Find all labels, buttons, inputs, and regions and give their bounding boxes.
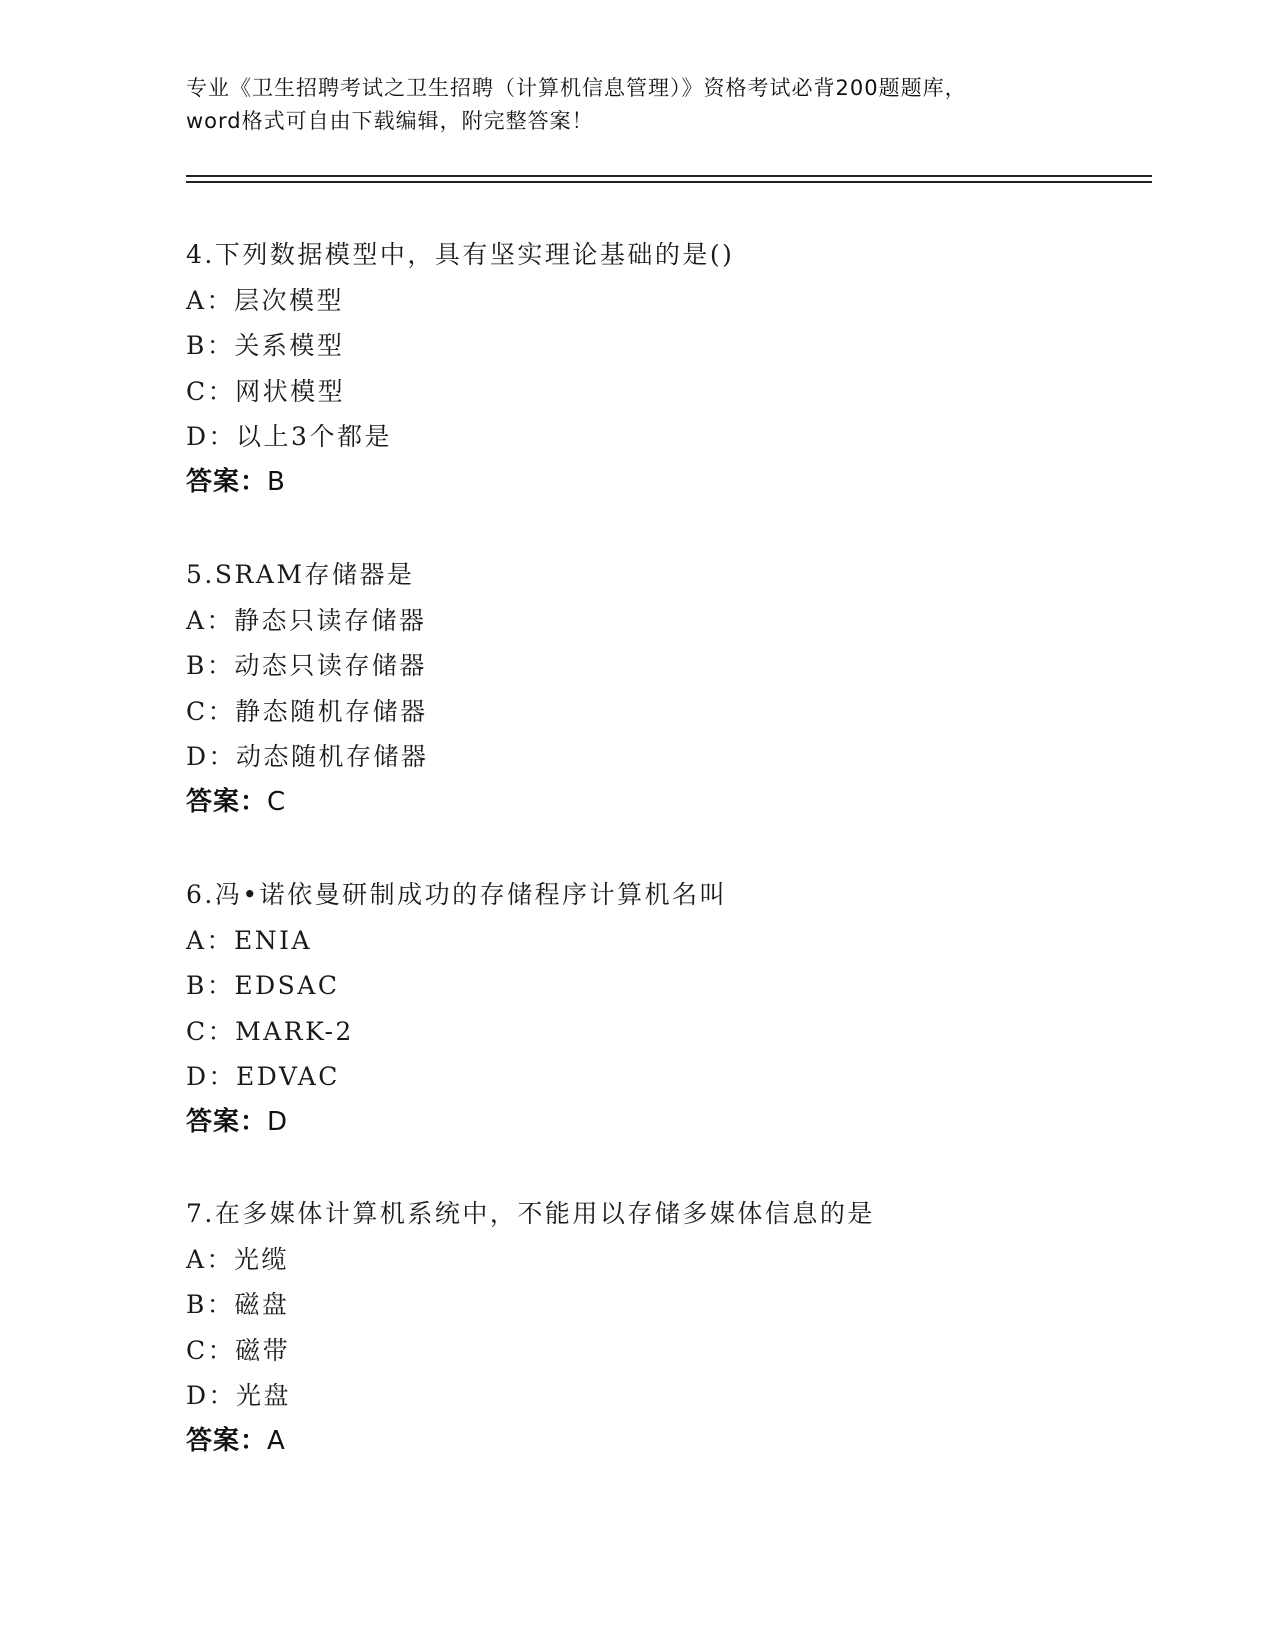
answer-line xyxy=(186,1100,1146,1146)
header-line-2: word格式可自由下载编辑，附完整答案！ xyxy=(186,109,594,133)
question-6 xyxy=(186,872,1146,1145)
option-c: C：磁带 xyxy=(186,1335,291,1365)
question-4 xyxy=(186,232,1146,505)
question-stem: 5.SRAM存储器是 xyxy=(186,560,415,589)
option-d: D：以上3个都是 xyxy=(186,422,392,451)
answer-label: 答案： xyxy=(186,786,268,817)
answer-label: 答案： xyxy=(186,1425,268,1456)
answer-line xyxy=(186,780,1146,826)
answer-value: D xyxy=(267,1106,289,1137)
option-a: A：ENIA xyxy=(186,925,313,955)
question-5 xyxy=(186,552,1146,825)
answer-line xyxy=(186,460,1146,506)
question-stem: 7.在多媒体计算机系统中，不能用以存储多媒体信息的是 xyxy=(186,1199,875,1228)
option-d: D：EDVAC xyxy=(186,1062,340,1091)
option-b: B：EDSAC xyxy=(186,971,340,1000)
question-7 xyxy=(186,1191,1146,1464)
question-stem: 4.下列数据模型中，具有坚实理论基础的是() xyxy=(186,240,735,269)
option-c: C：网状模型 xyxy=(186,376,346,406)
option-a: A：层次模型 xyxy=(186,285,345,315)
answer-value: A xyxy=(267,1425,286,1456)
header-divider-bottom xyxy=(186,181,1152,183)
option-c: C：MARK-2 xyxy=(186,1016,354,1046)
answer-label: 答案： xyxy=(186,1106,268,1137)
option-d: D：动态随机存储器 xyxy=(186,742,429,771)
option-b: B：关系模型 xyxy=(186,331,345,360)
header-line-1: 专业《卫生招聘考试之卫生招聘（计算机信息管理）》资格考试必背200题题库， xyxy=(186,76,967,100)
answer-value: C xyxy=(267,786,287,817)
option-b: B：磁盘 xyxy=(186,1290,290,1319)
option-a: A：光缆 xyxy=(186,1244,290,1274)
option-c: C：静态随机存储器 xyxy=(186,696,428,726)
answer-label: 答案： xyxy=(186,466,268,497)
header-divider-top xyxy=(186,175,1152,177)
document-header xyxy=(186,72,1086,138)
option-d: D：光盘 xyxy=(186,1381,292,1410)
answer-line xyxy=(186,1419,1146,1465)
option-a: A：静态只读存储器 xyxy=(186,605,427,635)
question-stem: 6.冯•诺依曼研制成功的存储程序计算机名叫 xyxy=(186,880,728,909)
option-b: B：动态只读存储器 xyxy=(186,651,427,680)
answer-value: B xyxy=(267,466,286,497)
